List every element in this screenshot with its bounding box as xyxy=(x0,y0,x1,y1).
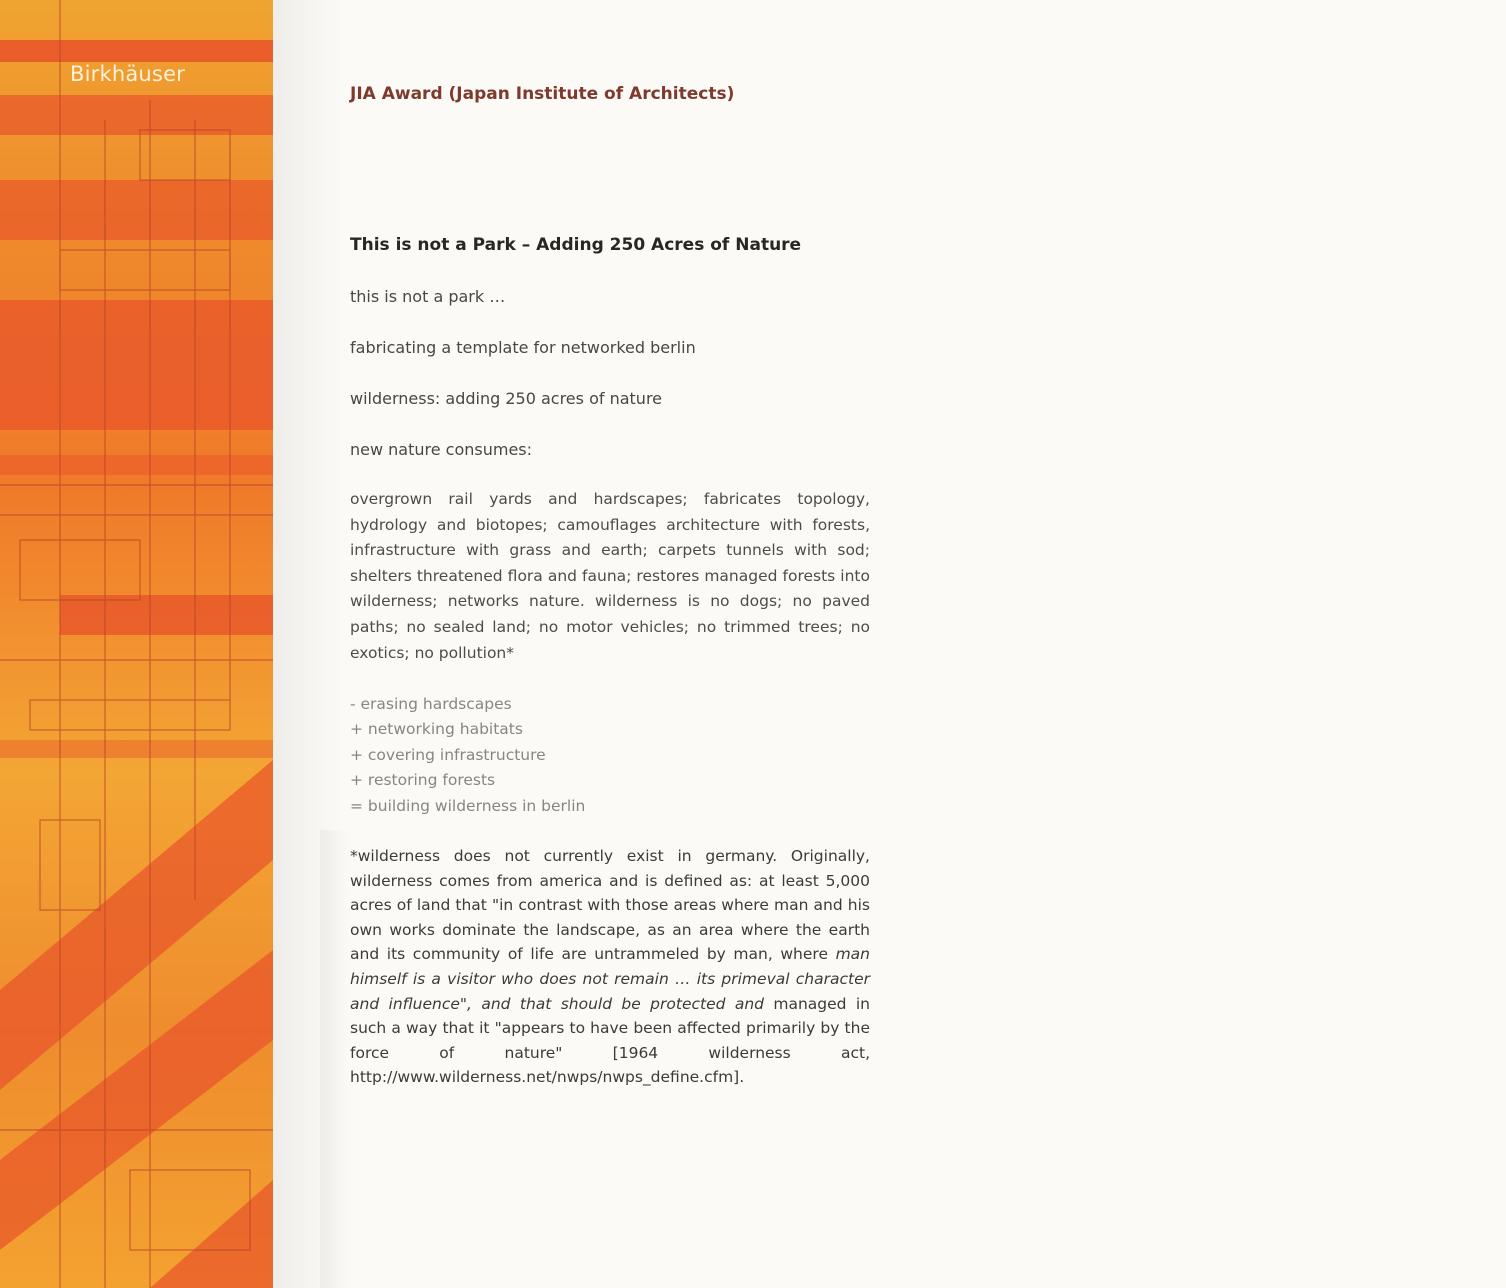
page-fold-shadow xyxy=(320,830,350,1288)
footnote-text-end: managed in such a way that it "appears to have been affected primarily by the force of nature" [1964 wilderness act, http://www.wilderness.net/nwps/nwps_define.cfm]. xyxy=(350,994,870,1087)
list-item: + covering infrastructure xyxy=(350,745,546,764)
list-item: - erasing hardscapes xyxy=(350,695,512,713)
intro-line: wilderness: adding 250 acres of nature xyxy=(350,389,663,408)
list-item: = building wilderness in berlin xyxy=(350,796,586,815)
intro-line: fabricating a template for networked berlin xyxy=(350,338,696,357)
cover-image-strip xyxy=(0,0,273,1288)
list-item: + restoring forests xyxy=(350,771,496,790)
equation-list xyxy=(350,692,585,819)
intro-line: new nature consumes: xyxy=(350,440,533,459)
footnote-text: *wilderness does not currently exist in germany. Originally, wilderness comes from america and is defined as: at least 5,000 acres of land that "in contrast with those areas where man and his own works dominate the landscape, as an area where the earth and its community of life are untrammeled by man, where xyxy=(350,847,870,964)
footnote xyxy=(350,844,870,1090)
publisher-logo: Birkhäuser xyxy=(70,62,186,86)
award-label: JIA Award (Japan Institute of Architects) xyxy=(350,84,735,104)
body-paragraph: overgrown rail yards and hardscapes; fabricates topology, hydrology and biotopes; camouflages architecture with forests, infrastructure with grass and earth; carpets tunnels with sod; shelters threatened flora and fauna; restores managed forests into wilderness; networks nature. wilderness is no dogs; no paved paths; no sealed land; no motor vehicles; no trimmed trees; no exotics; no pollution* xyxy=(350,490,870,662)
article-title: This is not a Park – Adding 250 Acres of Nature xyxy=(350,235,802,255)
footnote-italic-text: man himself is a visitor who does not remain … its primeval character and influence", and that should be protected and xyxy=(350,945,870,1013)
list-item: + networking habitats xyxy=(350,720,523,739)
architectural-drawing-art xyxy=(0,0,273,1288)
intro-line: this is not a park … xyxy=(350,287,506,306)
